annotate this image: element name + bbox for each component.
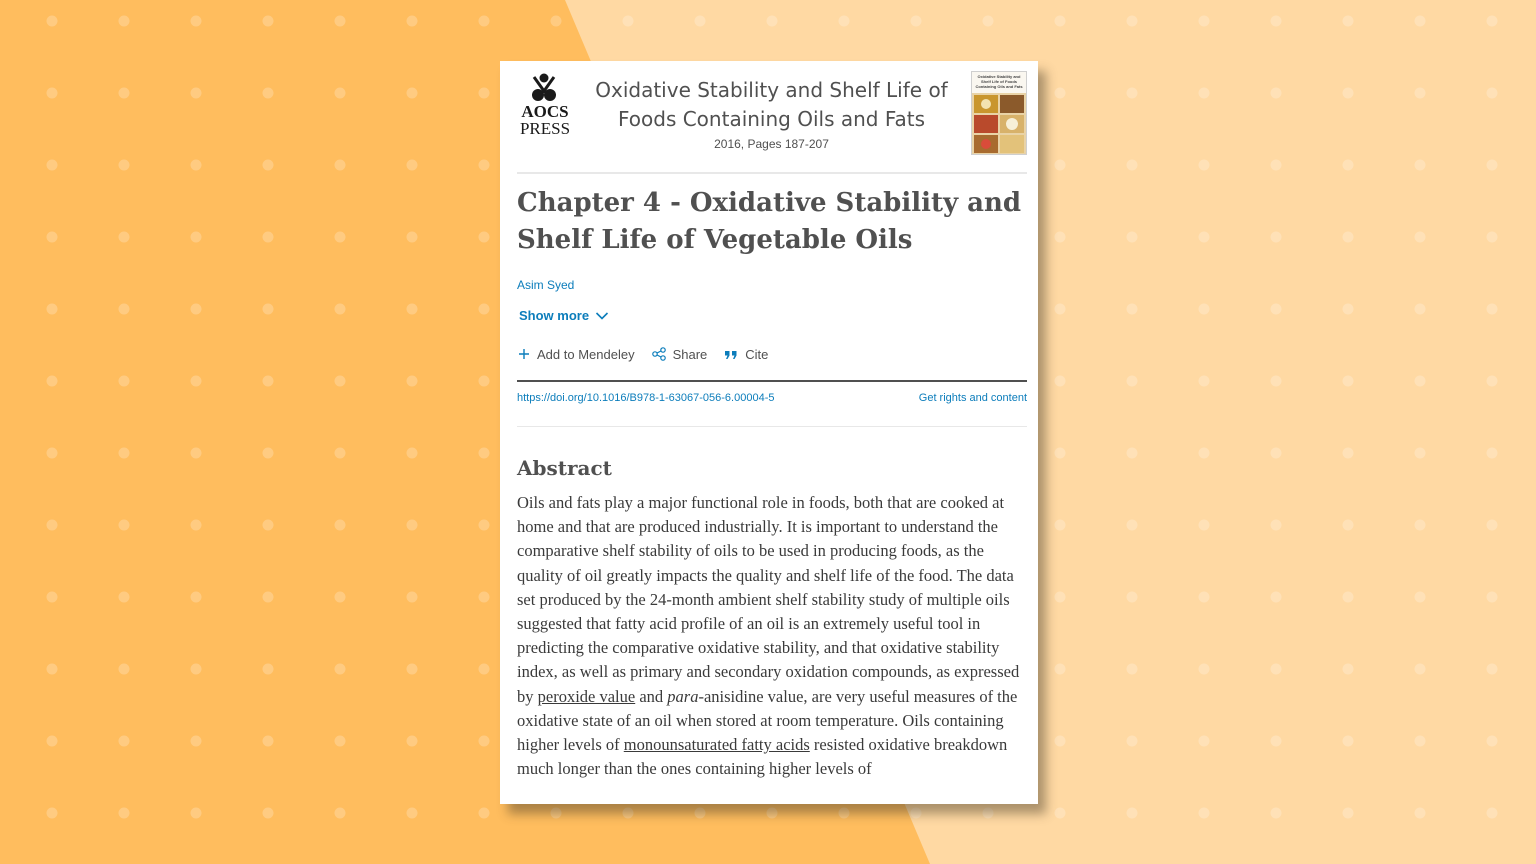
background-dot xyxy=(1487,304,1498,315)
background-dot xyxy=(1055,808,1066,819)
background-dot xyxy=(335,304,346,315)
background-dot xyxy=(767,808,778,819)
background-dot xyxy=(1487,88,1498,99)
background-dot xyxy=(1415,592,1426,603)
background-dot xyxy=(407,664,418,675)
background-dot xyxy=(335,592,346,603)
background-dot xyxy=(1271,448,1282,459)
background-dot xyxy=(1487,160,1498,171)
share-label: Share xyxy=(672,346,708,362)
background-dot xyxy=(1487,664,1498,675)
background-dot xyxy=(263,160,274,171)
background-dot xyxy=(983,808,994,819)
background-dot xyxy=(1271,160,1282,171)
background-dot xyxy=(119,808,130,819)
background-dot xyxy=(479,232,490,243)
background-dot xyxy=(1127,376,1138,387)
cover-food-image xyxy=(972,93,1026,155)
cite-label: Cite xyxy=(745,346,769,362)
background-dot xyxy=(1343,664,1354,675)
background-dot xyxy=(407,88,418,99)
background-dot xyxy=(1127,88,1138,99)
background-dot xyxy=(1415,736,1426,747)
background-dot xyxy=(263,232,274,243)
background-dot xyxy=(1415,448,1426,459)
background-dot xyxy=(1487,448,1498,459)
background-dot xyxy=(1199,88,1210,99)
background-dot xyxy=(119,304,130,315)
background-dot xyxy=(1271,520,1282,531)
background-dot xyxy=(1487,520,1498,531)
background-dot xyxy=(1127,664,1138,675)
background-dot xyxy=(1415,304,1426,315)
background-dot xyxy=(1055,448,1066,459)
background-dot xyxy=(47,376,58,387)
add-to-mendeley-label: Add to Mendeley xyxy=(537,346,635,362)
background-dot xyxy=(479,592,490,603)
background-dot xyxy=(1343,808,1354,819)
background-dot xyxy=(335,232,346,243)
background-dot xyxy=(119,232,130,243)
background-dot xyxy=(623,808,634,819)
background-dot xyxy=(407,808,418,819)
background-dot xyxy=(1415,664,1426,675)
cover-title-text: Oxidative Stability and Shelf Life of Foods Containing Oils and Fats xyxy=(975,74,1023,89)
divider xyxy=(517,172,1027,174)
background-dot xyxy=(407,376,418,387)
background-dot xyxy=(1199,304,1210,315)
background-dot xyxy=(1055,736,1066,747)
background-dot xyxy=(263,88,274,99)
background-dot xyxy=(1271,376,1282,387)
show-more-button[interactable] xyxy=(519,308,609,323)
background-dot xyxy=(335,808,346,819)
monounsaturated-fatty-acids-link[interactable]: monounsaturated fatty acids xyxy=(623,735,810,755)
background-dot xyxy=(335,520,346,531)
background-dot xyxy=(1127,808,1138,819)
background-dot xyxy=(1127,232,1138,243)
background-dot xyxy=(191,304,202,315)
background-dot xyxy=(1199,448,1210,459)
background-dot xyxy=(335,448,346,459)
background-dot xyxy=(1415,520,1426,531)
background-dot xyxy=(1055,16,1066,27)
background-dot xyxy=(623,16,634,27)
background-dot xyxy=(1199,16,1210,27)
background-dot xyxy=(479,520,490,531)
background-dot xyxy=(551,808,562,819)
background-dot xyxy=(479,304,490,315)
background-dot xyxy=(119,376,130,387)
background-dot xyxy=(1343,736,1354,747)
cite-button[interactable] xyxy=(723,347,768,362)
background-dot xyxy=(191,160,202,171)
background-dot xyxy=(479,808,490,819)
background-dot xyxy=(407,160,418,171)
background-dot xyxy=(47,448,58,459)
background-dot xyxy=(695,808,706,819)
book-title[interactable]: Oxidative Stability and Shelf Life of Foods Containing Oils and Fats xyxy=(595,78,948,131)
background-dot xyxy=(191,736,202,747)
background-dot xyxy=(1055,304,1066,315)
background-dot xyxy=(1415,160,1426,171)
background-dot xyxy=(1343,520,1354,531)
plus-icon xyxy=(517,347,531,361)
background-dot xyxy=(47,16,58,27)
background-dot xyxy=(1127,448,1138,459)
background-dot xyxy=(479,664,490,675)
background-dot xyxy=(1487,808,1498,819)
share-icon xyxy=(651,347,667,361)
background-dot xyxy=(1343,232,1354,243)
background-dot xyxy=(191,88,202,99)
background-dot xyxy=(119,88,130,99)
background-dot xyxy=(407,520,418,531)
background-dot xyxy=(1055,232,1066,243)
background-dot xyxy=(1127,592,1138,603)
background-dot xyxy=(1415,16,1426,27)
background-dot xyxy=(407,16,418,27)
background-dot xyxy=(479,448,490,459)
background-dot xyxy=(119,592,130,603)
background-dot xyxy=(191,448,202,459)
background-dot xyxy=(1415,376,1426,387)
background-dot xyxy=(47,160,58,171)
article-actions xyxy=(517,345,784,363)
background-dot xyxy=(263,448,274,459)
background-dot xyxy=(263,664,274,675)
background-dot xyxy=(1343,16,1354,27)
background-dot xyxy=(1055,592,1066,603)
background-dot xyxy=(47,808,58,819)
abstract-italic: para xyxy=(667,686,699,706)
add-to-mendeley-button[interactable] xyxy=(517,347,635,362)
background-dot xyxy=(1055,520,1066,531)
background-dot xyxy=(47,304,58,315)
logo-text-press: PRESS xyxy=(519,119,571,137)
background-dot xyxy=(1055,160,1066,171)
book-cover-thumbnail[interactable] xyxy=(971,71,1027,155)
abstract-text-part: -anisidine value, are very useful measures of the oxidative state of an oil when stored at room temperature. Oils containing higher levels of xyxy=(517,686,1018,755)
background-dot xyxy=(335,160,346,171)
background-dot xyxy=(407,592,418,603)
background-dot xyxy=(1127,160,1138,171)
background-dot xyxy=(1127,736,1138,747)
background-dot xyxy=(1271,304,1282,315)
background-dot xyxy=(1271,16,1282,27)
background-dot xyxy=(1343,592,1354,603)
divider-dark xyxy=(517,380,1027,382)
background-dot xyxy=(479,16,490,27)
background-dot xyxy=(263,592,274,603)
background-dot xyxy=(335,736,346,747)
background-dot xyxy=(119,160,130,171)
background-dot xyxy=(47,520,58,531)
background-dot xyxy=(47,88,58,99)
abstract-text-part: Oils and fats play a major functional role in foods, both that are cooked at home and that are produced industrially. It is important to understand the comparative shelf stability of oils to be used in producing foods, as the quality of oil greatly impacts the quality and shelf life of the food. The data set produced by the 24-month ambient shelf stability study of multiple oils suggested that fatty acid profile of an oil is an extremely useful tool in predicting the comparative oxidative stability, and that oxidative stability index, as well as primary and secondary oxidation compounds, as expressed by xyxy=(517,493,1020,706)
background-dot xyxy=(335,376,346,387)
book-pages: 2016, Pages 187-207 xyxy=(714,137,829,151)
background-dot xyxy=(1199,736,1210,747)
divider xyxy=(517,426,1027,427)
background-dot xyxy=(191,592,202,603)
background-dot xyxy=(119,520,130,531)
article-card xyxy=(500,61,1038,804)
background-dot xyxy=(47,664,58,675)
background-dot xyxy=(119,736,130,747)
background-dot xyxy=(1199,592,1210,603)
background-dot xyxy=(407,448,418,459)
background-dot xyxy=(1271,664,1282,675)
author-link[interactable]: Asim Syed xyxy=(517,278,575,292)
background-dot xyxy=(983,16,994,27)
background-dot xyxy=(1055,376,1066,387)
background-dot xyxy=(191,520,202,531)
background-dot xyxy=(119,16,130,27)
logo-text-aocs: AOCS xyxy=(521,102,569,121)
background-dot xyxy=(1343,160,1354,171)
background-dot xyxy=(1487,232,1498,243)
background-dot xyxy=(1271,592,1282,603)
background-dot xyxy=(1055,664,1066,675)
abstract-text-part: resisted oxidative breakdown much longer than the ones containing higher levels of xyxy=(517,735,1008,779)
background-dot xyxy=(1415,232,1426,243)
background-dot xyxy=(407,304,418,315)
background-dot xyxy=(1127,520,1138,531)
background-dot xyxy=(1487,592,1498,603)
background-dot xyxy=(263,16,274,27)
background-dot xyxy=(1127,304,1138,315)
background-dot xyxy=(1199,376,1210,387)
background-dot xyxy=(191,808,202,819)
share-button[interactable] xyxy=(651,347,708,362)
background-dot xyxy=(551,16,562,27)
doi-link[interactable]: https://doi.org/10.1016/B978-1-63067-056-6.00004-5 xyxy=(517,392,775,404)
background-dot xyxy=(263,520,274,531)
background-dot xyxy=(335,88,346,99)
rights-link[interactable]: Get rights and content xyxy=(918,392,1027,404)
background-dot xyxy=(1055,88,1066,99)
background-dot xyxy=(263,808,274,819)
background-dot xyxy=(911,16,922,27)
aocs-press-logo xyxy=(516,71,576,137)
background-dot xyxy=(1199,664,1210,675)
background-dot xyxy=(263,736,274,747)
chevron-down-icon xyxy=(595,311,609,321)
background-dot xyxy=(479,160,490,171)
background-dot xyxy=(335,664,346,675)
background-dot xyxy=(263,376,274,387)
background-dot xyxy=(47,232,58,243)
background-dot xyxy=(911,808,922,819)
peroxide-value-link[interactable]: peroxide value xyxy=(537,686,636,706)
background-dot xyxy=(479,736,490,747)
background-dot xyxy=(1415,808,1426,819)
quote-icon xyxy=(723,347,739,361)
background-dot xyxy=(1271,736,1282,747)
background-dot xyxy=(479,88,490,99)
book-header xyxy=(500,61,1038,171)
background-dot xyxy=(1343,376,1354,387)
background-dot xyxy=(191,232,202,243)
background-dot xyxy=(1199,520,1210,531)
background-dot xyxy=(1415,88,1426,99)
background-dot xyxy=(407,736,418,747)
abstract-heading: Abstract xyxy=(517,456,612,480)
background-dot xyxy=(47,736,58,747)
background-dot xyxy=(1343,304,1354,315)
background-dot xyxy=(1127,16,1138,27)
background-dot xyxy=(839,808,850,819)
background-dot xyxy=(1487,16,1498,27)
background-dot xyxy=(1487,736,1498,747)
background-dot xyxy=(191,376,202,387)
background-dot xyxy=(407,232,418,243)
background-dot xyxy=(47,592,58,603)
background-dot xyxy=(191,16,202,27)
background-dot xyxy=(767,16,778,27)
abstract-text-part: and xyxy=(635,686,668,706)
background-dot xyxy=(839,16,850,27)
background-dot xyxy=(1199,232,1210,243)
background-dot xyxy=(1199,160,1210,171)
background-dot xyxy=(1271,808,1282,819)
background-dot xyxy=(263,304,274,315)
abstract-text xyxy=(517,491,1029,781)
background-dot xyxy=(1487,376,1498,387)
background-dot xyxy=(1343,88,1354,99)
background-dot xyxy=(119,448,130,459)
background-dot xyxy=(335,16,346,27)
background-dot xyxy=(1343,448,1354,459)
background-dot xyxy=(1271,232,1282,243)
background-dot xyxy=(479,376,490,387)
chapter-title: Chapter 4 - Oxidative Stability and Shelf Life of Vegetable Oils xyxy=(517,188,1022,255)
background-dot xyxy=(1271,88,1282,99)
background-dot xyxy=(119,664,130,675)
background-dot xyxy=(191,664,202,675)
show-more-label: Show more xyxy=(519,308,590,323)
background-dot xyxy=(1199,808,1210,819)
background-dot xyxy=(695,16,706,27)
